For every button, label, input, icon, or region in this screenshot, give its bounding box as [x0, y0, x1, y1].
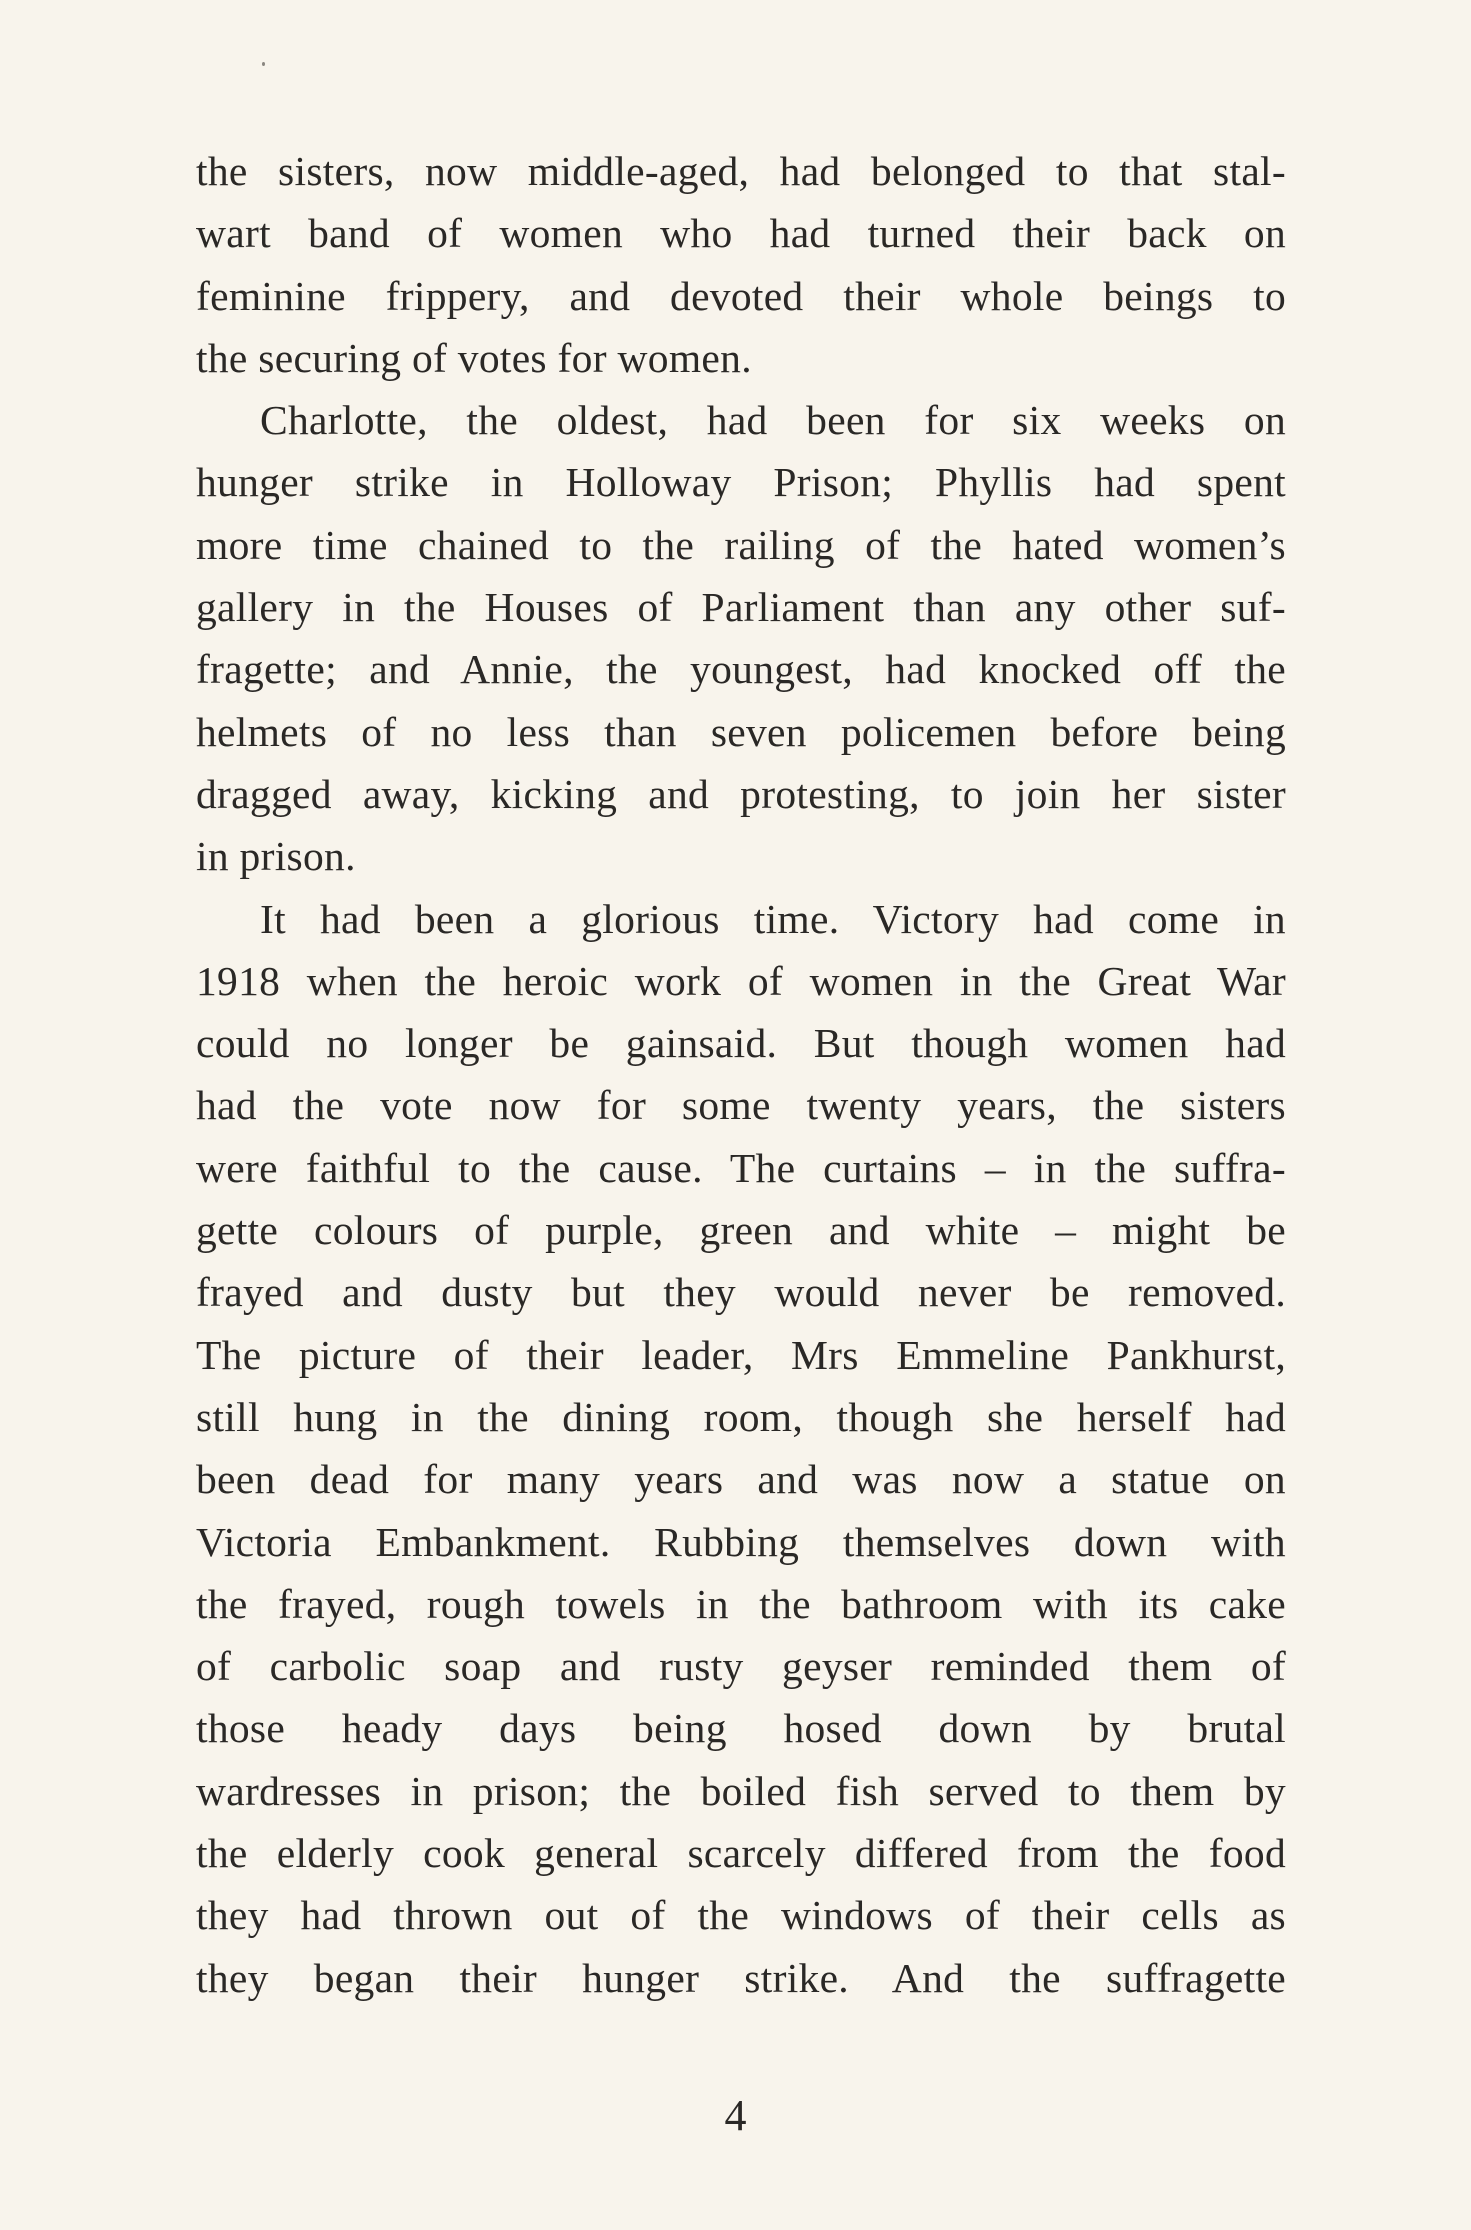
text-line: gette colours of purple, green and white – might be [196, 1207, 1286, 1254]
text-line: The picture of their leader, Mrs Emmeline Pankhurst, [196, 1331, 1286, 1378]
text-line: wart band of women who had turned their back on [196, 210, 1286, 257]
text-line: had the vote now for some twenty years, the sisters [196, 1082, 1286, 1129]
text-line: the elderly cook general scarcely differed from the food [196, 1830, 1286, 1877]
text-line: more time chained to the railing of the hated women’s [196, 521, 1286, 568]
text-line: were faithful to the cause. The curtains – in the suffra- [196, 1144, 1286, 1191]
text-line: feminine frippery, and devoted their whole beings to [196, 272, 1286, 319]
text-line: the frayed, rough towels in the bathroom with its cake [196, 1580, 1286, 1627]
paragraph-start-line: It had been a glorious time. Victory had come in [260, 895, 1286, 942]
text-line: they had thrown out of the windows of their cells as [196, 1892, 1286, 1939]
text-line: the sisters, now middle-aged, had belonged to that stal- [196, 148, 1286, 194]
text-line: Victoria Embankment. Rubbing themselves down with [196, 1518, 1286, 1565]
text-line: frayed and dusty but they would never be removed. [196, 1269, 1286, 1316]
text-line: of carbolic soap and rusty geyser reminded them of [196, 1643, 1286, 1690]
text-line: 1918 when the heroic work of women in the Great War [196, 957, 1286, 1004]
page-number: 4 [724, 2091, 747, 2140]
text-line: hunger strike in Holloway Prison; Phyllis had spent [196, 459, 1286, 506]
text-line: fragette; and Annie, the youngest, had knocked off the [196, 646, 1286, 693]
body-text [196, 140, 1286, 2009]
text-line: helmets of no less than seven policemen before being [196, 708, 1286, 755]
paragraph-start-line: Charlotte, the oldest, had been for six weeks on [260, 397, 1286, 444]
text-line: dragged away, kicking and protesting, to join her sister [196, 770, 1286, 817]
print-speck [262, 62, 265, 66]
text-line: in prison. [196, 833, 356, 880]
text-line: they began their hunger strike. And the suffragette [196, 1954, 1286, 2001]
text-line: gallery in the Houses of Parliament than any other suf- [196, 584, 1286, 631]
text-line: wardresses in prison; the boiled fish served to them by [196, 1767, 1286, 1814]
text-line: could no longer be gainsaid. But though women had [196, 1020, 1286, 1067]
text-line: those heady days being hosed down by brutal [196, 1705, 1286, 1752]
text-line: been dead for many years and was now a statue on [196, 1456, 1286, 1503]
text-line: the securing of votes for women. [196, 334, 752, 381]
text-line: still hung in the dining room, though she herself had [196, 1393, 1286, 1440]
